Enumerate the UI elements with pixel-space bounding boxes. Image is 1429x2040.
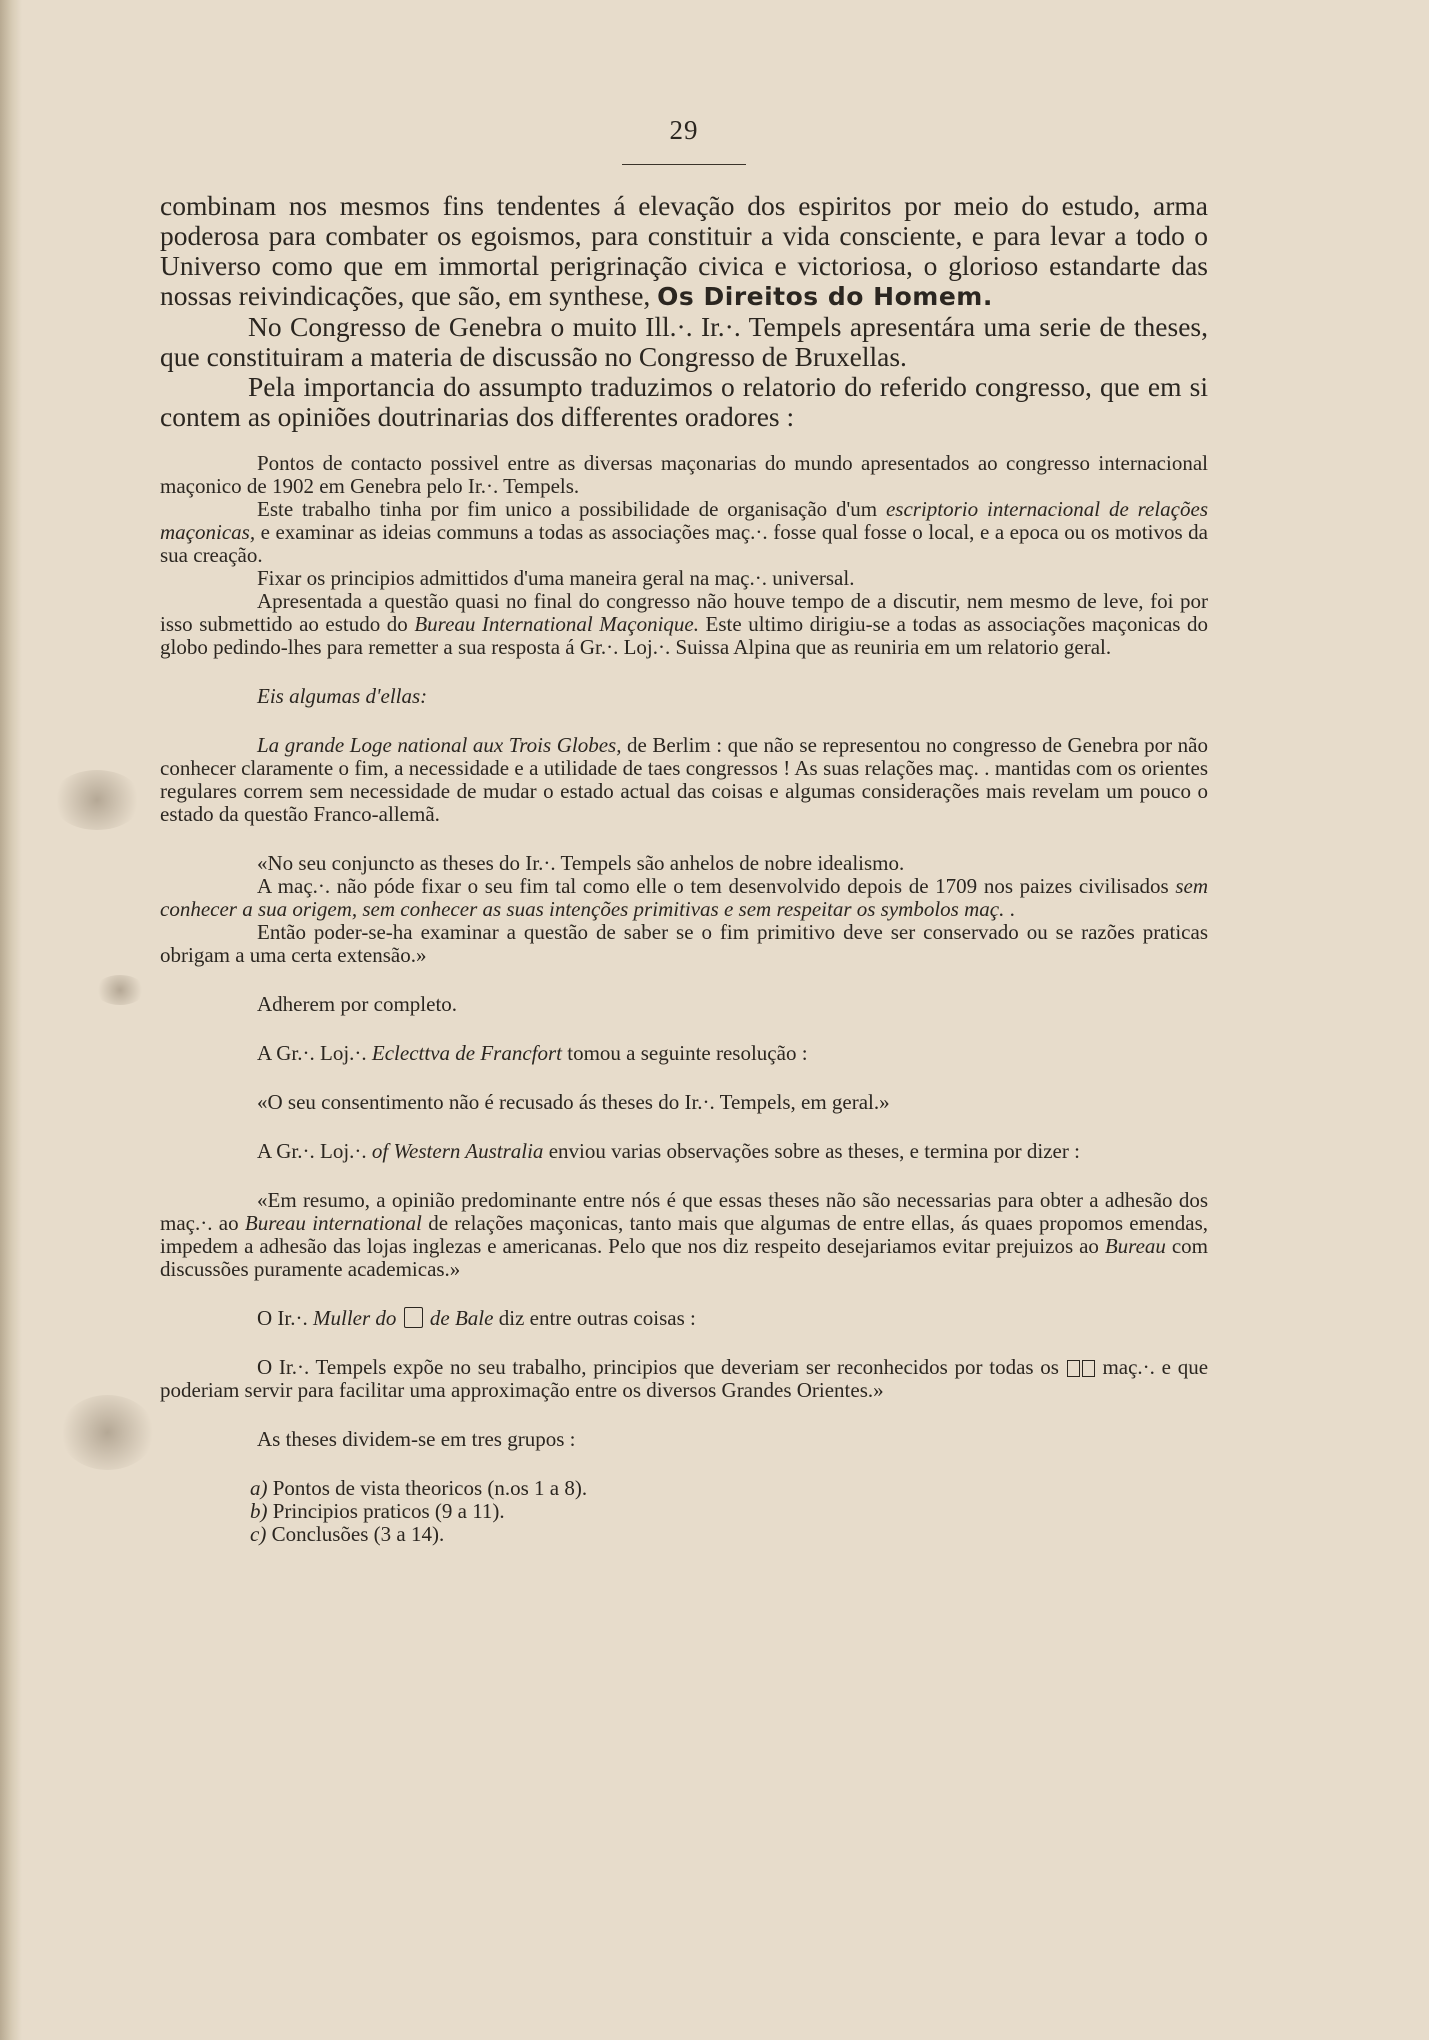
report-paragraph: La grande Loge national aux Trois Globes, de Berlim : que não se representou no congresso de Genebra por não conhecer claramente o fim, a necessidade e a utilidade de taes congressos ! As suas relações maç. . mantidas com os orientes regulares correm sem necessidade de mudar o estado actual das coisas e algumas considerações mais revelam um pouco o estado da questão Franco-allemã. <box>160 733 1208 826</box>
list-item: a) Pontos de vista theoricos (n.os 1 a 8). <box>250 1476 588 1500</box>
intro-paragraph <box>160 191 1208 312</box>
page-content <box>160 115 1208 1546</box>
rights-of-man-heading: Os Direitos do Homem. <box>657 282 993 311</box>
intro-section <box>160 191 1208 432</box>
page-binding-edge <box>0 0 22 2040</box>
report-paragraph: Apresentada a questão quasi no final do congresso não houve tempo de a discutir, nem mesmo de leve, foi por isso submettido ao estudo do Bureau International Maçonique. Este ultimo dirigiu-se a todas as associações maçonicas do globo pedindo-lhes para remetter a sua resposta á Gr.·. Loj.·. Suissa Alpina que as reuniria em um relatorio geral. <box>160 589 1209 659</box>
page-number: 29 <box>669 115 699 145</box>
report-paragraph: As theses dividem-se em tres grupos : <box>257 1427 576 1451</box>
report-section <box>160 452 1208 1546</box>
report-paragraph: Adherem por completo. <box>257 992 458 1016</box>
report-paragraph: Fixar os principios admittidos d'uma maneira geral na maç.·. universal. <box>257 566 855 590</box>
report-quote: Então poder-se-ha examinar a questão de saber se o fim primitivo deve ser conservado ou se razões praticas obrigam a uma certa extensão.» <box>160 920 1208 967</box>
page-stain <box>95 975 145 1005</box>
header-rule <box>622 164 746 165</box>
intro-paragraph: Pela importancia do assumpto traduzimos o relatorio do referido congresso, que em si contem as opiniões doutrinarias dos differentes oradores : <box>160 371 1208 432</box>
report-quote: «No seu conjuncto as theses do Ir.·. Tempels são anhelos de nobre idealismo. <box>257 851 905 875</box>
page-stain <box>52 770 142 830</box>
report-paragraph: A Gr.·. Loj.·. of Western Australia enviou varias observações sobre as theses, e termina por dizer : <box>257 1139 1080 1163</box>
report-quote: «O seu consentimento não é recusado ás theses do Ir.·. Tempels, em geral.» <box>257 1090 890 1114</box>
theses-groups-list <box>160 1477 1208 1546</box>
lodge-square-icon <box>404 1307 423 1328</box>
report-quote: O Ir.·. Tempels expõe no seu trabalho, principios que deveriam ser reconhecidos por todas os maç.·. e que poderiam servir para facilitar uma approximação entre os diversos Grandes Orientes.» <box>160 1355 1209 1402</box>
report-quote: «Em resumo, a opinião predominante entre nós é que essas theses não são necessarias para obter a adhesão dos maç.·. ao Bureau international de relações maçonicas, tanto mais que algumas de entre ellas, ás quaes propomos emendas, impedem a adhesão das lojas inglezas e americanas. Pelo que nos diz respeito desejariamos evitar prejuizos ao Bureau com discussões puramente academicas.» <box>160 1188 1209 1281</box>
report-paragraph: Este trabalho tinha por fim unico a possibilidade de organisação d'um escriptorio internacional de relações maçonicas, e examinar as ideias communs a todas as associações maç.·. fosse qual fosse o local, e a epoca ou os motivos da sua creação. <box>160 497 1208 567</box>
list-item: c) Conclusões (3 a 14). <box>250 1522 445 1546</box>
lodge-square-icon <box>1067 1360 1080 1377</box>
lodge-square-icon <box>1082 1360 1095 1377</box>
intro-text: combinam nos mesmos fins tendentes á elevação dos espiritos por meio do estudo, arma poderosa para combater os egoismos, para constituir a vida consciente, e para levar a todo o Universo como que em immortal perigrinação civica e victoriosa, o glorioso estandarte das nossas reivindicações, que são, em synthese, <box>160 190 1208 311</box>
report-paragraph: A Gr.·. Loj.·. Eclecttva de Francfort tomou a seguinte resolução : <box>257 1041 808 1065</box>
list-item: b) Principios praticos (9 a 11). <box>250 1499 505 1523</box>
report-paragraph: Pontos de contacto possivel entre as diversas maçonarias do mundo apresentados ao congresso internacional maçonico de 1902 em Genebra pelo Ir.·. Tempels. <box>160 451 1208 498</box>
intro-paragraph: No Congresso de Genebra o muito Ill.·. Ir.·. Tempels apresentára uma serie de theses, que constituiram a materia de discussão no Congresso de Bruxellas. <box>160 311 1208 372</box>
report-paragraph: O Ir.·. Muller do de Bale diz entre outras coisas : <box>257 1306 696 1330</box>
report-quote: A maç.·. não póde fixar o seu fim tal como elle o tem desenvolvido depois de 1709 nos paizes civilisados sem conhecer a sua origem, sem conhecer as suas intenções primitivas e sem respeitar os symbolos maç. . <box>160 874 1208 921</box>
report-paragraph: Eis algumas d'ellas: <box>257 684 428 708</box>
page-stain <box>60 1395 155 1470</box>
